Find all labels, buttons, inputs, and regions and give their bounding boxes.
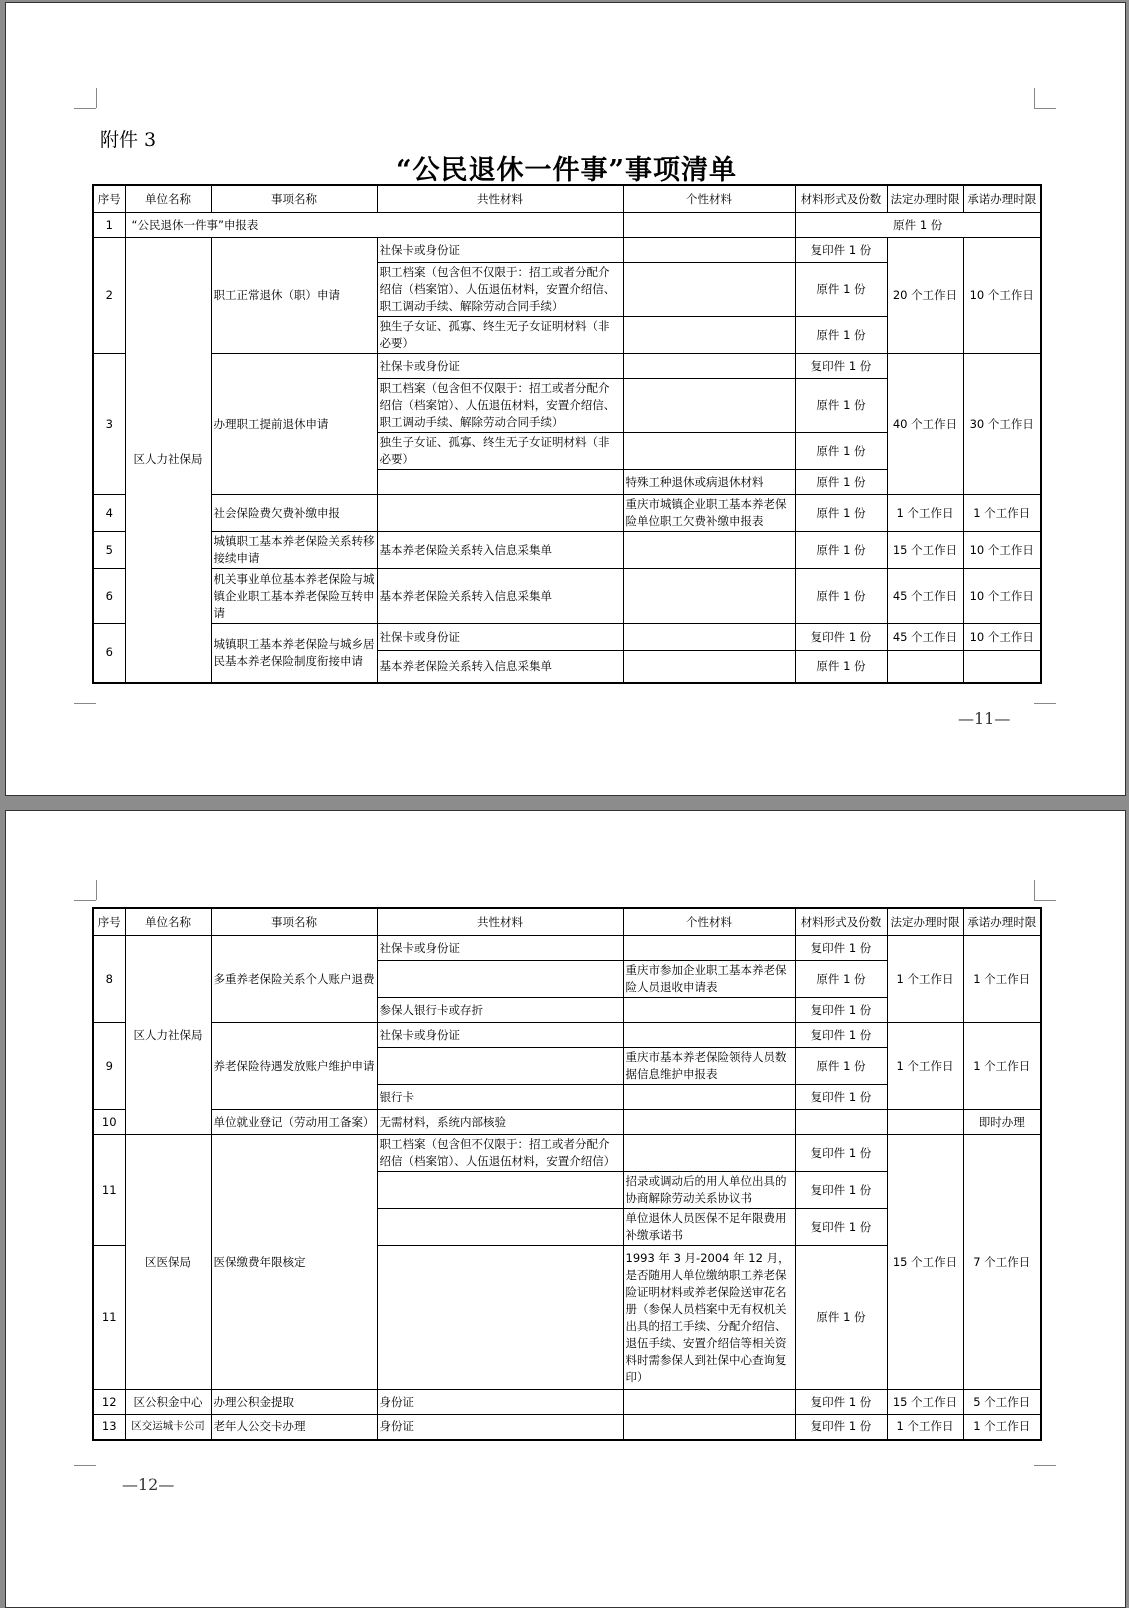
personal-material: 1993 年 3 月-2004 年 12 月，是否随用人单位缴纳职工养老保险证明材料或养老保险送审花名册（参保人员档案中无有权机关出具的招工手续、分配介绍信、退伍手续、安置介绍信等相关资料时需参保人到社保中心查询复印） (623, 1246, 795, 1390)
crop-mark (1034, 108, 1056, 109)
material-form: 复印件 1 份 (795, 1415, 887, 1440)
common-material: 社保卡或身份证 (377, 936, 623, 961)
common-material: 社保卡或身份证 (377, 624, 623, 651)
crop-mark (96, 880, 97, 900)
common-material: 身份证 (377, 1390, 623, 1415)
common-material: 参保人银行卡或存折 (377, 998, 623, 1023)
header-cell: 单位名称 (125, 908, 211, 936)
item-name: 社会保险费欠费补缴申报 (211, 495, 377, 532)
row-number: 13 (93, 1415, 125, 1440)
material-form: 原件 1 份 (795, 495, 887, 532)
row-number: 10 (93, 1110, 125, 1135)
legal-time-limit: 15 个工作日 (887, 1390, 963, 1415)
row-number: 6 (93, 624, 125, 683)
empty-cell (377, 470, 623, 495)
crop-mark (74, 108, 96, 109)
crop-mark (1034, 1465, 1056, 1466)
legal-time-limit: 1 个工作日 (887, 936, 963, 1023)
header-cell: 共性材料 (377, 908, 623, 936)
table-row (93, 1023, 1041, 1048)
empty-cell (623, 1085, 795, 1110)
common-material: 基本养老保险关系转入信息采集单 (377, 569, 623, 624)
material-form: 原件 1 份 (795, 470, 887, 495)
row-number: 11 (93, 1246, 125, 1390)
personal-material: 重庆市基本养老保险领待人员数据信息维护申报表 (623, 1048, 795, 1085)
item-name: 养老保险待遇发放账户维护申请 (211, 1023, 377, 1110)
legal-time-limit: 15 个工作日 (887, 1135, 963, 1390)
material-form: 复印件 1 份 (795, 936, 887, 961)
empty-cell (377, 1048, 623, 1085)
header-cell: 序号 (93, 185, 125, 213)
empty-cell (623, 998, 795, 1023)
header-cell: 法定办理时限 (887, 185, 963, 213)
material-form: 复印件 1 份 (795, 1023, 887, 1048)
legal-time-limit: 40 个工作日 (887, 354, 963, 495)
promised-time-limit: 1 个工作日 (963, 936, 1041, 1023)
empty-cell (623, 532, 795, 569)
table-row (93, 1415, 1041, 1440)
header-cell: 材料形式及份数 (795, 185, 887, 213)
header-cell: 单位名称 (125, 185, 211, 213)
item-name: 医保缴费年限核定 (211, 1135, 377, 1390)
empty-cell (623, 1023, 795, 1048)
document-title: “公民退休一件事”事项清单 (395, 155, 738, 186)
header-cell: 个性材料 (623, 908, 795, 936)
common-material: 职工档案（包含但不仅限于：招工或者分配介绍信（档案馆）、人伍退伍材料，安置介绍信） (377, 1135, 623, 1172)
crop-mark (1034, 880, 1035, 900)
row-number: 6 (93, 569, 125, 624)
row-number: 9 (93, 1023, 125, 1110)
promised-time-limit: 10 个工作日 (963, 569, 1041, 624)
legal-time-limit: 1 个工作日 (887, 495, 963, 532)
header-cell: 事项名称 (211, 185, 377, 213)
empty-cell (377, 1172, 623, 1209)
material-form: 复印件 1 份 (795, 624, 887, 651)
header-cell: 共性材料 (377, 185, 623, 213)
attachment-label: 附件 3 (100, 129, 157, 151)
document-page-2 (5, 810, 1126, 1608)
legal-time-limit: 45 个工作日 (887, 624, 963, 651)
promised-time-limit: 1 个工作日 (963, 1023, 1041, 1110)
table-header-row (93, 908, 1041, 936)
personal-material: 招录或调动后的用人单位出具的协商解除劳动关系协议书 (623, 1172, 795, 1209)
personal-material: 特殊工种退休或病退休材料 (623, 470, 795, 495)
material-form: 原件 1 份 (795, 263, 887, 317)
legal-time-limit: 45 个工作日 (887, 569, 963, 624)
empty-cell (377, 1246, 623, 1390)
unit-name: 区人力社保局 (125, 936, 211, 1135)
item-name: 办理职工提前退休申请 (211, 354, 377, 495)
material-form: 原件 1 份 (795, 213, 1041, 238)
table-row (93, 1390, 1041, 1415)
table-row (93, 1110, 1041, 1135)
unit-name: 区医保局 (125, 1135, 211, 1390)
empty-cell (623, 433, 795, 470)
promised-time-limit: 1 个工作日 (963, 1415, 1041, 1440)
header-cell: 承诺办理时限 (963, 908, 1041, 936)
empty-cell (795, 1110, 887, 1135)
page-number: —11— (958, 709, 1011, 728)
personal-material: 单位退休人员医保不足年限费用补缴承诺书 (623, 1209, 795, 1246)
empty-cell (623, 379, 795, 433)
item-name: 职工正常退休（职）申请 (211, 238, 377, 354)
table-row (93, 354, 1041, 379)
matters-table-page-1 (92, 184, 1042, 684)
personal-material: 重庆市参加企业职工基本养老保险人员退收申请表 (623, 961, 795, 998)
promised-time-limit: 5 个工作日 (963, 1390, 1041, 1415)
header-cell: 个性材料 (623, 185, 795, 213)
material-form: 原件 1 份 (795, 1246, 887, 1390)
table-row (93, 624, 1041, 651)
crop-mark (1034, 88, 1035, 108)
crop-mark (1034, 900, 1056, 901)
promised-time-limit: 10 个工作日 (963, 624, 1041, 651)
common-material: 社保卡或身份证 (377, 238, 623, 263)
item-name: 城镇职工基本养老保险与城乡居民基本养老保险制度衔接申请 (211, 624, 377, 683)
empty-cell (623, 213, 795, 238)
promised-time-limit: 1 个工作日 (963, 495, 1041, 532)
header-cell: 材料形式及份数 (795, 908, 887, 936)
common-material: 身份证 (377, 1415, 623, 1440)
material-form: 原件 1 份 (795, 651, 887, 683)
item-name: 单位就业登记（劳动用工备案） (211, 1110, 377, 1135)
table-row (93, 532, 1041, 569)
row-number: 11 (93, 1135, 125, 1246)
unit-name: 区人力社保局 (125, 238, 211, 683)
item-name: 办理公积金提取 (211, 1390, 377, 1415)
promised-time-limit: 即时办理 (963, 1110, 1041, 1135)
legal-time-limit: 20 个工作日 (887, 238, 963, 354)
table-row (93, 238, 1041, 263)
material-form: 原件 1 份 (795, 532, 887, 569)
unit-name: 区交运城卡公司 (125, 1415, 211, 1440)
empty-cell (623, 624, 795, 651)
common-material: 社保卡或身份证 (377, 1023, 623, 1048)
empty-cell (963, 651, 1041, 683)
header-cell: 法定办理时限 (887, 908, 963, 936)
promised-time-limit: 30 个工作日 (963, 354, 1041, 495)
row-number: 5 (93, 532, 125, 569)
table-row (93, 1135, 1041, 1172)
material-form: 原件 1 份 (795, 379, 887, 433)
row-number: 1 (93, 213, 125, 238)
common-material: 银行卡 (377, 1085, 623, 1110)
material-form: 原件 1 份 (795, 433, 887, 470)
legal-time-limit: 1 个工作日 (887, 1415, 963, 1440)
common-material: 无需材料，系统内部核验 (377, 1110, 623, 1135)
row-number: 3 (93, 354, 125, 495)
material-form: 原件 1 份 (795, 961, 887, 998)
common-material: 独生子女证、孤寡、终生无子女证明材料（非必要） (377, 433, 623, 470)
header-cell: 承诺办理时限 (963, 185, 1041, 213)
legal-time-limit: 1 个工作日 (887, 1023, 963, 1110)
crop-mark (74, 1465, 96, 1466)
common-material: 基本养老保险关系转入信息采集单 (377, 651, 623, 683)
material-form: 原件 1 份 (795, 1048, 887, 1085)
item-name: 机关事业单位基本养老保险与城镇企业职工基本养老保险互转申请 (211, 569, 377, 624)
material-form: 复印件 1 份 (795, 354, 887, 379)
empty-cell (623, 1110, 795, 1135)
table-header-row (93, 185, 1041, 213)
page-number: —12— (122, 1475, 175, 1494)
material-form: 复印件 1 份 (795, 1172, 887, 1209)
table-row (93, 936, 1041, 961)
empty-cell (623, 651, 795, 683)
empty-cell (623, 936, 795, 961)
empty-cell (623, 1390, 795, 1415)
common-material: 社保卡或身份证 (377, 354, 623, 379)
material-form: 复印件 1 份 (795, 1209, 887, 1246)
empty-cell (887, 1110, 963, 1135)
promised-time-limit: 10 个工作日 (963, 532, 1041, 569)
empty-cell (623, 238, 795, 263)
common-material: 职工档案（包含但不仅限于：招工或者分配介绍信（档案馆）、人伍退伍材料，安置介绍信、职工调动手续、解除劳动合同手续） (377, 379, 623, 433)
empty-cell (377, 961, 623, 998)
document-page-1 (5, 2, 1126, 796)
empty-cell (887, 651, 963, 683)
material-form: 复印件 1 份 (795, 1135, 887, 1172)
item-name: 城镇职工基本养老保险关系转移接续申请 (211, 532, 377, 569)
empty-cell (623, 1135, 795, 1172)
row-number: 12 (93, 1390, 125, 1415)
item-name: 老年人公交卡办理 (211, 1415, 377, 1440)
legal-time-limit: 15 个工作日 (887, 532, 963, 569)
matters-table-page-2 (92, 907, 1042, 1441)
table-row (93, 495, 1041, 532)
empty-cell (377, 1209, 623, 1246)
crop-mark (74, 900, 96, 901)
material-form: 原件 1 份 (795, 317, 887, 354)
material-form: 复印件 1 份 (795, 998, 887, 1023)
common-material: 基本养老保险关系转入信息采集单 (377, 532, 623, 569)
item-name: 多重养老保险关系个人账户退费 (211, 936, 377, 1023)
header-cell: 序号 (93, 908, 125, 936)
row-number: 8 (93, 936, 125, 1023)
header-cell: 事项名称 (211, 908, 377, 936)
common-material: 独生子女证、孤寡、终生无子女证明材料（非必要） (377, 317, 623, 354)
item-name: “公民退休一件事”申报表 (125, 213, 623, 238)
empty-cell (377, 495, 623, 532)
empty-cell (623, 317, 795, 354)
crop-mark (1034, 703, 1056, 704)
empty-cell (623, 569, 795, 624)
promised-time-limit: 10 个工作日 (963, 238, 1041, 354)
table-row (93, 569, 1041, 624)
material-form: 原件 1 份 (795, 569, 887, 624)
crop-mark (96, 88, 97, 108)
table-row (93, 213, 1041, 238)
row-number: 4 (93, 495, 125, 532)
material-form: 复印件 1 份 (795, 1390, 887, 1415)
promised-time-limit: 7 个工作日 (963, 1135, 1041, 1390)
empty-cell (623, 354, 795, 379)
empty-cell (623, 1415, 795, 1440)
common-material: 职工档案（包含但不仅限于：招工或者分配介绍信（档案馆）、人伍退伍材料，安置介绍信、职工调动手续、解除劳动合同手续） (377, 263, 623, 317)
material-form: 复印件 1 份 (795, 1085, 887, 1110)
empty-cell (623, 263, 795, 317)
crop-mark (74, 703, 96, 704)
personal-material: 重庆市城镇企业职工基本养老保险单位职工欠费补缴申报表 (623, 495, 795, 532)
row-number: 2 (93, 238, 125, 354)
unit-name: 区公积金中心 (125, 1390, 211, 1415)
material-form: 复印件 1 份 (795, 238, 887, 263)
